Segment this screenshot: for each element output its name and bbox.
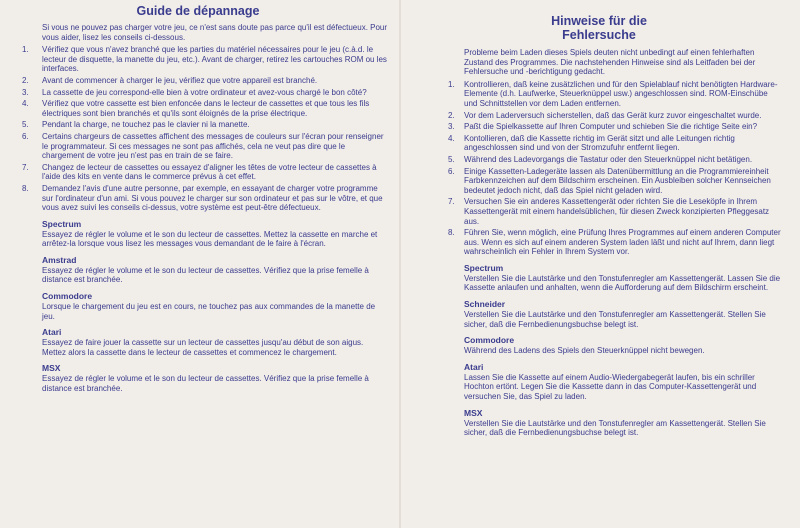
french-section [8, 327, 388, 357]
german-step [416, 111, 782, 121]
step-text: Paßt die Spielkassette auf Ihren Computer und schieben Sie die richtige Seite ein? [464, 122, 758, 132]
section-heading: Amstrad [42, 254, 77, 265]
french-step [8, 184, 388, 213]
french-step [8, 120, 388, 130]
step-text: Kontollieren, daß die Kassette richtig im Gerät sitzt und alle Leitungen richtig angeschlossen sind und von der Stromzufuhr entfernt liegen. [464, 133, 735, 153]
german-step [416, 134, 782, 153]
step-number: 2. [448, 110, 455, 120]
section-heading: Spectrum [464, 262, 504, 273]
german-section [416, 299, 782, 329]
section-heading: Commodore [42, 291, 93, 302]
german-step [416, 197, 782, 226]
german-steps [416, 80, 782, 257]
step-number: 3. [22, 87, 29, 97]
french-section [8, 219, 388, 249]
french-step [8, 132, 388, 161]
step-number: 2. [22, 75, 29, 85]
french-section [8, 255, 388, 285]
step-number: 7. [22, 162, 29, 172]
step-number: 1. [22, 45, 29, 55]
step-text: Certains chargeurs de cassettes affichent des messages de couleurs sur l'écran pour renseigner le programmateur. Si ces messages ne sont pas affichés, cela ne veut pas dire que le chargement de votre jeu n'est pas en train de se faire. [42, 131, 384, 161]
step-text: Changez de lecteur de cassettes ou essayez d'aligner les têtes de votre lecteur de cassettes à l'aide des kits en vente dans le commerce prévus à cet effet. [42, 162, 377, 182]
french-step [8, 88, 388, 98]
section-text: Lassen Sie die Kassette auf einem Audio-Wiedergabegerät laufen, bis ein schriller Hochton ertönt. Legen Sie die Kassette dann in das Computer-Kassettengerät und versuchen Sie, das Spiel zu laden. [464, 372, 757, 402]
german-section [416, 408, 782, 438]
section-text: Essayez de régler le volume et le son du lecteur de cassettes. Mettez la cassette en marche et arrêtez-la lorsque vous lisez les messages vous demandant de le faire à l'écran. [42, 229, 378, 249]
step-number: 8. [22, 183, 29, 193]
step-number: 6. [22, 131, 29, 141]
step-text: Vérifiez que votre cassette est bien enfoncée dans le lecteur de cassettes et que tous les fils électriques sont bien branchés et qu'ils sont éloignés de la prise électrique. [42, 99, 370, 118]
step-text: Pendant la charge, ne touchez pas le clavier ni la manette. [42, 120, 250, 130]
step-text: Kontrollieren, daß keine zusätzlichen und für den Spielablauf nicht benötigten Hardware-Elemente (d.h. Laufwerke, Steuerknüppel usw.) angeschlossen sind. ROM-Einschübe und Schnittstellen vor dem Laden entfernen. [464, 79, 778, 108]
french-steps [8, 45, 388, 213]
german-title-line1: Hinweise für die [551, 14, 647, 28]
french-step [8, 76, 388, 86]
step-text: Führen Sie, wenn möglich, eine Prüfung Ihres Programmes auf einem anderen Computer aus. Wenn es sich auf einem anderen System laden läßt und nicht auf Ihrem, dann liegt wahrscheinlich ein Fehler in Ihrem System vor. [464, 228, 781, 257]
section-text: Lorsque le chargement du jeu est en cours, ne touchez pas aux commandes de la manette de jeu. [42, 302, 376, 321]
french-step [8, 45, 388, 74]
step-number: 3. [448, 122, 455, 132]
section-heading: Commodore [464, 335, 515, 346]
section-heading: MSX [42, 363, 61, 374]
step-text: Vérifiez que vous n'avez branché que les parties du matériel nécessaires pour le jeu (c.à.d. le lecteur de disquette, la manette du jeu, etc.). Avant de charger, retirez les cartouches ROM ou les interfaces. [42, 45, 387, 74]
step-text: Versuchen Sie ein anderes Kassettengerät oder richten Sie die Leseköpfe in Ihrem Kassettengerät mit einem handelsüblichen, für diesen Zweck konzipierten Pfleggesatz aus. [464, 197, 770, 226]
german-step [416, 122, 782, 132]
section-heading: Schneider [464, 299, 506, 310]
french-panel [0, 0, 398, 528]
step-text: Avant de commencer à charger le jeu, vérifiez que votre appareil est branché. [42, 75, 318, 85]
german-section [416, 362, 782, 402]
french-section [8, 363, 388, 393]
german-step [416, 80, 782, 109]
german-step [416, 167, 782, 196]
section-heading: MSX [464, 407, 483, 418]
step-number: 7. [448, 197, 455, 207]
step-number: 4. [448, 133, 455, 143]
german-step [416, 155, 782, 165]
section-text: Verstellen Sie die Lautstärke und den Tonstufenregler am Kassettengerät. Stellen Sie sicher, daß die Fernbedienungsbuchse belegt ist. [464, 310, 766, 329]
step-text: La cassette de jeu correspond-elle bien à votre ordinateur et avez-vous chargé le bon côté? [42, 87, 367, 97]
step-number: 5. [448, 154, 455, 164]
french-title: Guide de dépannage [136, 4, 260, 18]
step-text: Vor dem Laderversuch sicherstellen, daß das Gerät kurz zuvor eingeschaltet wurde. [464, 110, 762, 120]
french-section [8, 291, 388, 321]
german-step [416, 228, 782, 257]
step-number: 6. [448, 166, 455, 176]
section-text: Während des Ladens des Spiels den Steuerknüppel nicht bewegen. [464, 346, 705, 356]
step-number: 8. [448, 228, 455, 238]
german-section [416, 263, 782, 293]
step-text: Demandez l'avis d'une autre personne, par exemple, en essayant de charger votre programme sur l'ordinateur d'un ami. Si vous pouvez le charger sur son ordinateur et pas sur le vôtre, et que vous avez suivi les conseils ci-dessus, votre système est peut-être défectueux. [42, 183, 383, 213]
french-step [8, 163, 388, 182]
page-fold [399, 0, 401, 528]
step-number: 4. [22, 99, 29, 109]
german-intro: Probleme beim Laden dieses Spiels deuten nicht unbedingt auf einen fehlerhaften Zustand des Programmes. Die nachstehenden Hinweise sind als Leitfaden bei der Fehlersuche und -berichtigung gedacht. [464, 48, 756, 77]
step-text: Einige Kassetten-Ladegeräte lassen als Datenübermittlung an die Programmiereinheit Farbkennzeichen auf dem Bildschirm erscheinen. Ein Ausbleiben solcher Kennseichen bedeutet jedoch nicht, daß das Spiel nicht geladen wird. [464, 166, 771, 195]
german-title [416, 14, 782, 42]
section-text: Verstellen Sie die Lautstärke und den Tonstufenregler am Kassettengerät. Lassen Sie die Kassette anlaufen und anhalten, wenn die Aufforderung auf dem Bildschirm erscheint. [464, 273, 781, 293]
german-section [416, 335, 782, 356]
section-text: Verstellen Sie die Lautstärke und den Tonstufenregler am Kassettengerät. Stellen Sie sicher, daß die Fernbedienungsbuchse belegt ist. [464, 418, 766, 438]
section-heading: Atari [464, 361, 484, 372]
section-heading: Spectrum [42, 218, 82, 229]
french-intro: Si vous ne pouvez pas charger votre jeu, ce n'est sans doute pas parce qu'il est défectueux. Pour vous aider, lisez les conseils ci-dessous. [42, 23, 388, 42]
french-step [8, 99, 388, 118]
section-heading: Atari [42, 327, 62, 338]
section-text: Essayez de régler le volume et le son du lecteur de cassettes. Vérifiez que la prise femelle à distance est branchée. [42, 265, 369, 285]
step-number: 1. [448, 79, 455, 89]
german-title-line2: Fehlersuche [562, 28, 636, 42]
step-text: Während des Ladevorgangs die Tastatur oder den Steuerknüppel nicht betätigen. [464, 154, 753, 164]
section-text: Essayez de faire jouer la cassette sur un lecteur de cassettes jusqu'au début de son aigus. Mettez alors la cassette dans le lecteur de cassettes et commencez le chargement. [42, 338, 364, 357]
section-text: Essayez de régler le volume et le son du lecteur de cassettes. Vérifiez que la prise femelle à distance est branchée. [42, 374, 369, 394]
step-number: 5. [22, 120, 29, 130]
german-panel [402, 0, 800, 528]
